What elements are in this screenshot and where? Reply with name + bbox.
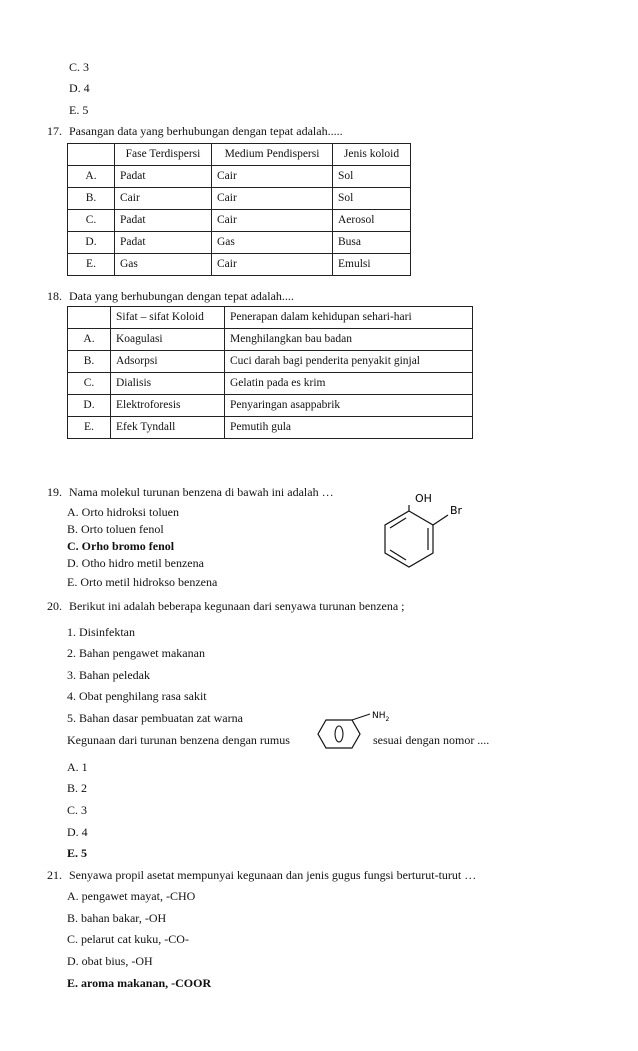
q20-use-5: 5. Bahan dasar pembuatan zat warna [67,711,243,725]
row-label: D. [68,395,111,417]
q19-option-d: D. Otho hidro metil benzena [67,556,204,570]
q19-option-e: E. Orto metil hidrokso benzena [67,575,218,589]
q21-option-c: C. pelarut cat kuku, -CO- [67,932,189,946]
table-row [68,373,473,395]
table-cell: Menghilangkan bau badan [225,329,473,351]
table-cell: Cuci darah bagi penderita penyakit ginjal [225,351,473,373]
table-cell: Koagulasi [111,329,225,351]
table-header-cell: Sifat – sifat Koloid [111,307,225,329]
aniline-structure-icon [312,704,402,754]
row-label: C. [68,373,111,395]
table-header-row [68,307,473,329]
table-cell: Sol [333,166,411,188]
row-label: A. [68,166,115,188]
q21-option-a: A. pengawet mayat, -CHO [67,889,196,903]
q20-option-b: B. 2 [67,781,88,795]
q21-option-e: E. aroma makanan, -COOR [67,976,212,990]
q17-number: 17. [47,124,62,138]
table-header-cell: Penerapan dalam kehidupan sehari-hari [225,307,473,329]
table-row [68,417,473,439]
table-row [68,351,473,373]
table-cell: Penyaringan asappabrik [225,395,473,417]
prev-option-e: E. 5 [69,103,89,117]
table-row [68,210,411,232]
table-cell: Dialisis [111,373,225,395]
table-row [68,329,473,351]
q20-option-a: A. 1 [67,760,88,774]
q20-text: Berikut ini adalah beberapa kegunaan dari senyawa turunan benzena ; [69,599,405,613]
q19-number: 19. [47,485,62,499]
table-header-cell: Medium Pendispersi [212,144,333,166]
table-cell: Padat [115,166,212,188]
q20-use-4: 4. Obat penghilang rasa sakit [67,689,207,703]
table-row [68,395,473,417]
q20-formula-text-left: Kegunaan dari turunan benzena dengan rumus [67,733,290,747]
table-cell: Aerosol [333,210,411,232]
q21-option-d: D. obat bius, -OH [67,954,153,968]
q19-option-a: A. Orto hidroksi toluen [67,505,179,519]
q18-table [67,306,473,439]
row-label: B. [68,188,115,210]
table-cell: Sol [333,188,411,210]
table-cell: Cair [212,166,333,188]
table-row [68,232,411,254]
q18-number: 18. [47,289,62,303]
q20-use-1: 1. Disinfektan [67,625,135,639]
table-cell: Emulsi [333,254,411,276]
table-cell: Cair [212,210,333,232]
table-cell: Elektroforesis [111,395,225,417]
table-cell: Pemutih gula [225,417,473,439]
table-cell: Adsorpsi [111,351,225,373]
q18-text: Data yang berhubungan dengan tepat adalah.... [69,289,294,303]
q20-option-c: C. 3 [67,803,88,817]
table-header-cell [68,144,115,166]
table-cell: Gas [212,232,333,254]
q19-text: Nama molekul turunan benzena di bawah ini adalah … [69,485,334,499]
q20-option-e: E. 5 [67,846,88,860]
table-cell: Gas [115,254,212,276]
table-header-row [68,144,411,166]
row-label: D. [68,232,115,254]
row-label: C. [68,210,115,232]
q20-use-3: 3. Bahan peledak [67,668,150,682]
table-row [68,166,411,188]
table-cell: Padat [115,232,212,254]
prev-option-d: D. 4 [69,81,90,95]
prev-option-c: C. 3 [69,60,90,74]
table-header-cell [68,307,111,329]
q19-option-c: C. Orho bromo fenol [67,539,175,553]
nh2-label: $NH_2$ [372,711,390,723]
table-cell: Cair [115,188,212,210]
row-label: A. [68,329,111,351]
table-cell: Gelatin pada es krim [225,373,473,395]
bromophenol-structure-icon [375,485,485,585]
br-label: Br [450,504,463,517]
q20-use-2: 2. Bahan pengawet makanan [67,646,205,660]
table-row [68,188,411,210]
row-label: E. [68,417,111,439]
row-label: B. [68,351,111,373]
table-cell: Cair [212,254,333,276]
table-cell: Padat [115,210,212,232]
table-header-cell: Fase Terdispersi [115,144,212,166]
table-cell: Busa [333,232,411,254]
q21-option-b: B. bahan bakar, -OH [67,911,167,925]
table-row [68,254,411,276]
table-header-cell: Jenis koloid [333,144,411,166]
q17-text: Pasangan data yang berhubungan dengan tepat adalah..... [69,124,343,138]
row-label: E. [68,254,115,276]
q20-option-d: D. 4 [67,825,88,839]
q20-number: 20. [47,599,62,613]
q20-formula-text-right: sesuai dengan nomor .... [373,733,490,747]
table-cell: Cair [212,188,333,210]
oh-label: OH [415,492,432,505]
q19-option-b: B. Orto toluen fenol [67,522,164,536]
q21-text: Senyawa propil asetat mempunyai kegunaan dan jenis gugus fungsi berturut-turut … [69,868,477,882]
q21-number: 21. [47,868,62,882]
table-cell: Efek Tyndall [111,417,225,439]
q17-table [67,143,411,276]
